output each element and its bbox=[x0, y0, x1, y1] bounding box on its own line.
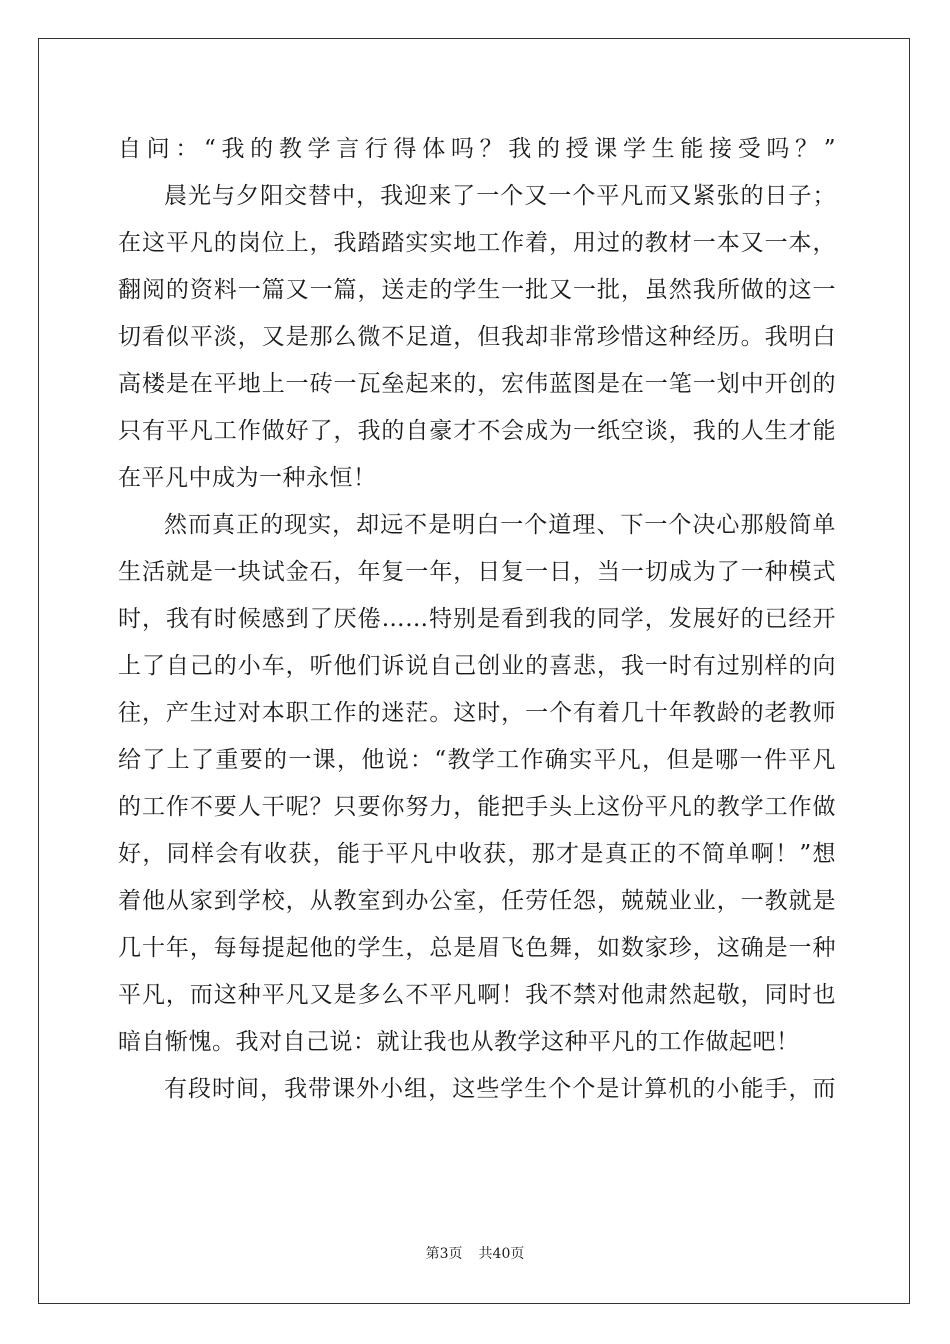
text-line: 在这平凡的岗位上，我踏踏实实地工作着，用过的教材一本又一本， bbox=[118, 230, 836, 256]
text-line: 然而真正的现实，却远不是明白一个道理、下一个决心那般简单 bbox=[164, 512, 836, 538]
text-line: 晨光与夕阳交替中，我迎来了一个又一个平凡而又紧张的日子； bbox=[164, 183, 836, 209]
text-line: 往，产生过对本职工作的迷茫。这时，一个有着几十年教龄的老教师 bbox=[118, 700, 836, 726]
text-line: 给了上了重要的一课，他说：“教学工作确实平凡，但是哪一件平凡 bbox=[118, 747, 836, 773]
document-body bbox=[118, 126, 836, 1113]
text-line: 生活就是一块试金石，年复一年，日复一日，当一切成为了一种模式 bbox=[118, 559, 836, 585]
text-line: 高楼是在平地上一砖一瓦垒起来的，宏伟蓝图是在一笔一划中开创的 bbox=[118, 371, 836, 397]
text-line: 翻阅的资料一篇又一篇，送走的学生一批又一批，虽然我所做的这一 bbox=[118, 277, 836, 303]
text-line: 只有平凡工作做好了，我的自豪才不会成为一纸空谈，我的人生才能 bbox=[118, 418, 836, 444]
page-number-total: 共40页 bbox=[478, 1246, 525, 1262]
text-line: 上了自己的小车，听他们诉说自己创业的喜悲，我一时有过别样的向 bbox=[118, 653, 836, 679]
page-footer bbox=[0, 1243, 950, 1263]
text-line: 有段时间，我带课外小组，这些学生个个是计算机的小能手，而 bbox=[164, 1076, 836, 1102]
text-line: 在平凡中成为一种永恒！ bbox=[118, 465, 377, 491]
text-line: 好，同样会有收获，能于平凡中收获，那才是真正的不简单啊！”想 bbox=[118, 841, 836, 867]
text-line: 切看似平淡，又是那么微不足道，但我却非常珍惜这种经历。我明白 bbox=[118, 324, 836, 350]
text-line: 自问：“我的教学言行得体吗？我的授课学生能接受吗？” bbox=[118, 136, 836, 162]
text-line: 时，我有时候感到了厌倦……特别是看到我的同学，发展好的已经开 bbox=[118, 606, 836, 632]
page-number-current: 第3页 bbox=[425, 1246, 463, 1262]
text-line: 着他从家到学校，从教室到办公室，任劳任怨，兢兢业业，一教就是 bbox=[118, 888, 836, 914]
text-line: 几十年，每每提起他的学生，总是眉飞色舞，如数家珍，这确是一种 bbox=[118, 935, 836, 961]
text-line: 暗自惭愧。我对自己说：就让我也从教学这种平凡的工作做起吧！ bbox=[118, 1029, 800, 1055]
text-line: 平凡，而这种平凡又是多么不平凡啊！我不禁对他肃然起敬，同时也 bbox=[118, 982, 836, 1008]
text-line: 的工作不要人干呢？只要你努力，能把手头上这份平凡的教学工作做 bbox=[118, 794, 836, 820]
